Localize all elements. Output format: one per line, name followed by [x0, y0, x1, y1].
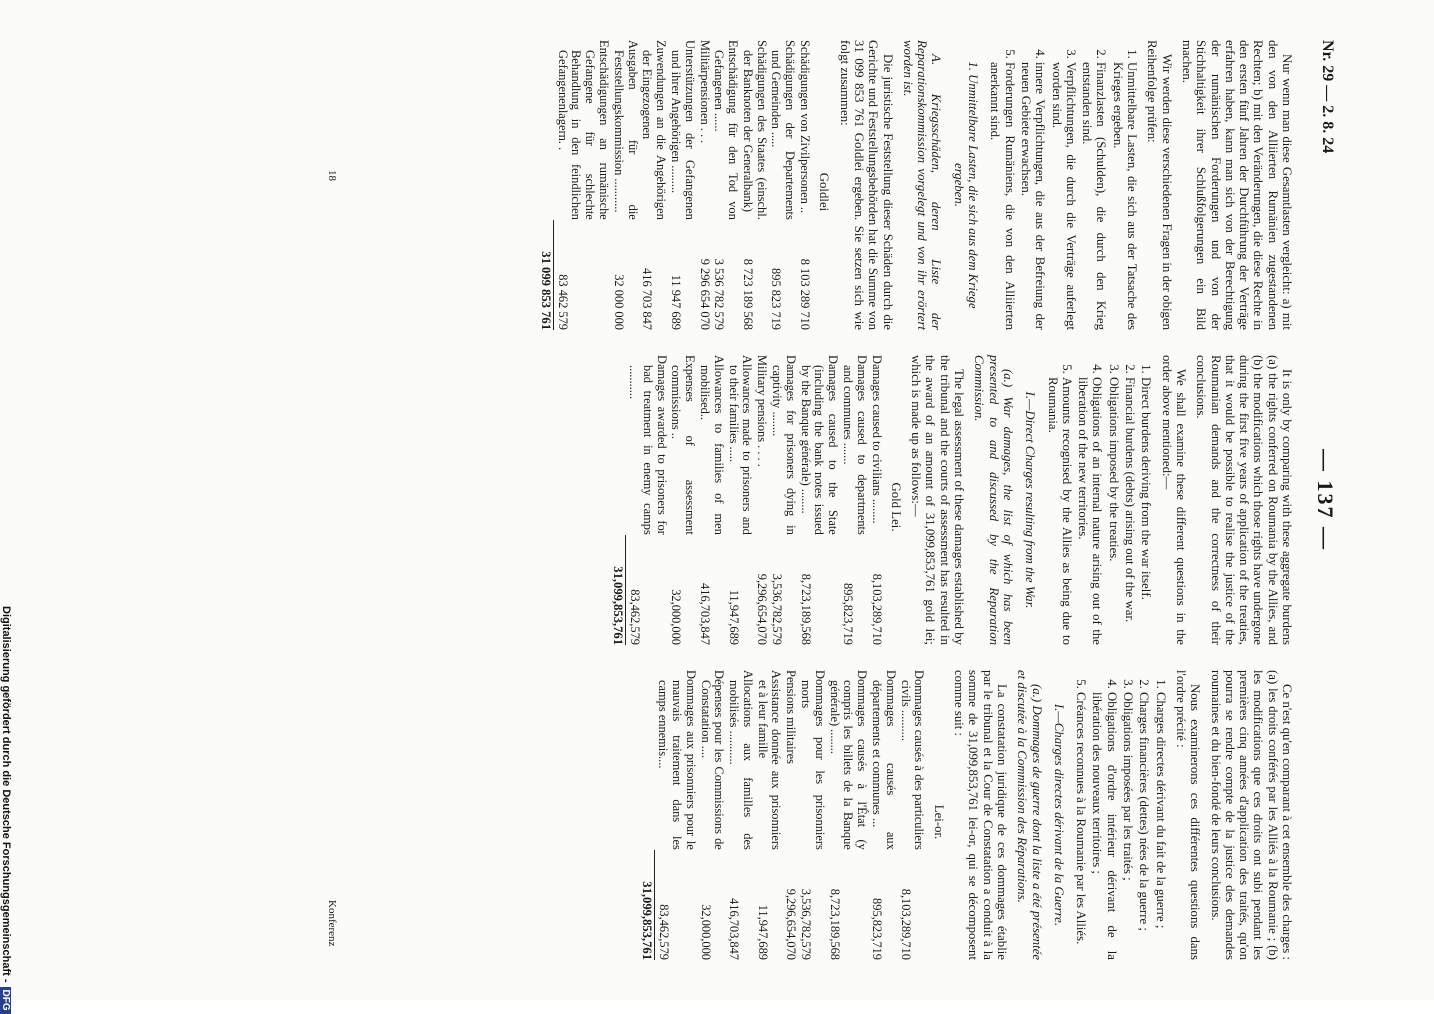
table-row	[696, 355, 725, 645]
french-column	[640, 670, 1294, 960]
table-row	[554, 40, 610, 330]
english-intro: It is only by comparing with these aggregate burdens (a) the rights conferred on Roumania by the Allies, and (b) the modifications which those rights have undergone during the first five years of application of the treaties, that it would be possible to realise the justice of the Roumanian demands and the correctness of their conclusions.	[1194, 355, 1294, 645]
french-assessment: La constatation juridique de ces dommages établie par le tribunal et la Cour de Constatation a conduit à la somme de 31,099,853,761 lei-or, qui se décomposent comme suit :	[952, 670, 1009, 960]
french-total: 31,099,853,761	[639, 881, 654, 960]
row-value: 32,000,000	[698, 904, 713, 960]
rotated-page	[80, 40, 1340, 960]
row-value: 8,723,189,568	[798, 573, 813, 645]
table-row	[768, 355, 797, 645]
english-damages-table	[625, 355, 883, 645]
row-value: 3 536 782 579	[712, 258, 727, 330]
row-value: 11,947,689	[755, 904, 770, 960]
table-row	[826, 670, 868, 960]
english-section-title: I.—Direct Charges resulting from the War.	[1023, 391, 1038, 609]
row-value: 32,000,000	[669, 589, 684, 645]
table-row	[796, 40, 811, 330]
table-row	[667, 40, 696, 330]
row-value: 895,823,719	[870, 898, 885, 960]
row-label: Damages caused to departments and communes .......	[840, 355, 869, 535]
digitization-footer	[0, 606, 12, 1011]
row-label: Unterstützungen der Gefangenen und ihrer Angehörigen .........	[668, 40, 697, 220]
table-row	[797, 355, 839, 645]
row-label: Dommages aux prisonniers pour le mauvais traitement dans les camps ennemis....	[656, 670, 698, 850]
row-value: 416,703,847	[727, 898, 742, 960]
row-label: Dommages causés à des particuliers civils ..........	[898, 670, 927, 850]
table-row	[711, 40, 740, 330]
row-label: Pensions militaires	[784, 670, 799, 764]
row-value: 416 703 847	[640, 268, 655, 330]
english-column	[610, 355, 1294, 645]
row-label: Schädigungen des Staates (einschl. der Banknoten der Generalbank)	[740, 40, 769, 220]
english-subsection: (a.) War damages, the list of which has been presented to and discussed by the Reparation Commission.	[972, 355, 1015, 645]
french-unit: Lei-or.	[931, 804, 946, 840]
french-list	[1074, 670, 1168, 960]
row-value: 8 723 189 568	[740, 258, 755, 330]
list-item: 4. Obligations d'ordre intérieur dérivant de la libération des nouveaux territoires ;	[1090, 692, 1119, 960]
french-section-title: I.—Charges directes dérivant de la Guerre.	[1051, 703, 1066, 927]
list-item: 2. Financial burdens (debts) arising out of the war.	[1123, 377, 1137, 645]
list-item: 5. Créances reconnues à la Roumanie par les Alliés.	[1074, 692, 1088, 960]
english-unit: Gold Lei.	[888, 482, 903, 532]
row-label: Dommages pour les prisonniers morts	[799, 670, 827, 850]
footer-text: Digitalisierung gefördert durch die Deutsche Forschungsgemeinschaft -	[0, 606, 12, 983]
german-damages-table	[553, 40, 811, 330]
row-label: Assistance donnée aux prisonniers et à leur famille	[755, 670, 784, 850]
list-item: 5. Amounts recognised by the Allies as being due to Roumania.	[1045, 377, 1074, 645]
row-value: 11 947 689	[668, 274, 683, 330]
table-row	[739, 40, 768, 330]
list-item: 2. Finanzlasten (Schulden), die durch den Krieg entstanden sind.	[1080, 62, 1109, 330]
issue-number: Nr. 29 — 2. 8. 24	[1319, 40, 1336, 154]
german-section-title: 1. Unmittelbare Lasten, die sich aus dem Kriege ergeben.	[951, 61, 981, 309]
dfg-logo: DFG	[0, 987, 11, 1014]
list-item: 2. Charges financières (dettes) nées de la guerre ;	[1137, 692, 1151, 960]
row-value: 83 462 579	[554, 220, 610, 330]
list-item: 3. Obligations imposed by the treaties.	[1106, 377, 1120, 645]
french-page-mark: Konferenz	[326, 900, 338, 947]
french-order: Nous examinerons ces différentes questions dans l'ordre précité :	[1173, 670, 1203, 960]
row-label: Damages caused to the State (including the bank notes issued by the Banque générale) ........	[798, 355, 841, 535]
row-value: 32 000 000	[611, 274, 626, 330]
table-row	[697, 670, 726, 960]
row-value: 8,103,289,710	[898, 888, 913, 960]
row-value: 3,536,782,579	[799, 888, 814, 960]
row-value: 3,536,782,579	[770, 573, 784, 645]
row-value: 9,296,654,070	[755, 573, 770, 645]
row-label: Expenses of assessment commissions ..	[669, 355, 698, 535]
list-item: 1. Unmittelbare Lasten, die sich aus der Tatsache des Krieges ergeben.	[1110, 62, 1139, 330]
table-row	[797, 670, 826, 960]
row-label: Entschädigung für den Tod von Gefangenen ......	[712, 40, 741, 220]
german-page-mark: 18	[326, 170, 338, 181]
german-list	[988, 40, 1139, 330]
row-label: Entschädigungen an rumänische Gefangene für schlechte Behandlung in den feindlichen Gefangenenlagern. .	[555, 40, 611, 220]
table-row	[696, 40, 711, 330]
row-value: 9,296,654,070	[784, 888, 799, 960]
row-label: Allowances to families of men mobilised..	[698, 355, 726, 535]
row-label: Zuwendungen an die Angehörigen der Eingezogenen	[640, 40, 669, 220]
row-label: Damages for prisoners dying in captivity ........	[770, 355, 798, 535]
english-list	[1045, 355, 1153, 645]
table-row	[897, 670, 926, 960]
page-header	[1304, 40, 1340, 960]
row-label: Allowances made to prisoners and to their families .....	[726, 355, 755, 535]
german-unit: Goldlei	[817, 172, 832, 212]
table-row	[639, 40, 668, 330]
list-item: 3. Verpflichtungen, die durch die Verträge auferlegt worden sind.	[1049, 62, 1078, 330]
row-value: 895,823,719	[840, 583, 855, 645]
page-number: — 137 —	[1313, 449, 1338, 551]
row-label: Damages awarded to prisoners for bad treatment in enemy camps ...........	[627, 355, 669, 535]
table-row	[725, 670, 754, 960]
list-item: 5. Forderungen Rumäniens, die von den Alliierten anerkannt sind.	[988, 62, 1017, 330]
list-item: 4. Obligations of an internal nature arising out of the liberation of the new territories.	[1076, 377, 1105, 645]
english-assessment: The legal assessment of these damages established by the tribunal and the courts of assessment has resulted in the award of an amount of 31,099,853,761 gold lei; which is made up as follows:—	[909, 355, 967, 645]
table-row	[625, 355, 667, 645]
list-item: 4. innere Verpflichtungen, die aus der Befreiung der neuen Gebiete erwachsen.	[1019, 62, 1048, 330]
row-value: 8,723,189,568	[827, 888, 842, 960]
row-value: 83,462,579	[654, 850, 696, 960]
row-value: 9 296 654 070	[697, 258, 712, 330]
table-row	[753, 355, 768, 645]
german-order: Wir werden diese verschiedenen Fragen in der obigen Reihenfolge prüfen:	[1145, 40, 1174, 330]
table-row	[668, 355, 697, 645]
row-value: 416,703,847	[698, 583, 713, 645]
table-row	[868, 670, 897, 960]
german-subsection: A. Kriegsschäden, deren Liste der Reparationskommission vorgelegt und von ihr erörtert worden ist.	[900, 40, 944, 330]
row-label: Military pensions . . . .	[755, 355, 770, 467]
row-label: Dépenses pour les Commissions de Constatation ....	[698, 670, 727, 850]
list-item: 1. Charges directes dérivant du fait de la guerre ;	[1153, 692, 1167, 960]
row-value: 83,462,579	[625, 535, 667, 645]
row-label: Militärpensionen . . .	[697, 40, 712, 144]
table-row	[725, 355, 754, 645]
row-label: Damages caused to civilians ........	[869, 355, 884, 524]
row-value: 895 823 719	[769, 268, 784, 330]
table-row	[768, 40, 797, 330]
german-column	[539, 40, 1294, 330]
german-total: 31 099 853 761	[539, 251, 554, 330]
row-label: Ausgaben für die Feststellungskommission ...........	[611, 40, 640, 220]
table-row	[610, 40, 639, 330]
german-intro: Nur wenn man diese Gesamtlasten vergleicht: a) mit den von den Alliierten Rumänien zugestandenen Rechten; b) mit den Veränderungen, die diese Rechte in den ersten fünf Jahren der Durchführung der Verträge erfahren haben, kann man sich von der Berechtigung der rumänischen Forderungen und von der Stichhaltigkeit ihrer Schlußfolgerungen ein Bild machen.	[1179, 40, 1294, 330]
table-row	[654, 670, 696, 960]
english-order: We shall examine these different questions in the order above mentioned:—	[1159, 355, 1188, 645]
english-total: 31,099,853,761	[610, 566, 625, 645]
row-value: 8 103 289 710	[798, 258, 813, 330]
row-label: Dommages causés à l'État (y compris les billets de la Banque générale) ........	[827, 670, 870, 850]
row-label: Schädigungen von Zivilpersonen ..	[798, 40, 813, 214]
german-assessment: Die juristische Feststellung dieser Schäden durch die Gerichte und Feststellungsbehörden hat die Summe von 31 099 853 761 Goldlei ergeben. Sie setzen sich wie folgt zusammen:	[837, 40, 895, 330]
row-value: 11,947,689	[726, 589, 741, 645]
french-subsection: (a.) Dommages de guerre dont la liste a été présentée et discutée à la Commission des Réparations.	[1015, 670, 1044, 960]
table-row	[839, 355, 868, 645]
list-item: 3. Obligations imposées par les traités ;	[1121, 692, 1135, 960]
table-row	[868, 355, 883, 645]
row-label: Schädigungen der Departements und Gemeinden .....	[769, 40, 798, 220]
french-damages-table	[654, 670, 926, 960]
row-value: 8,103,289,710	[869, 573, 884, 645]
table-row	[783, 670, 798, 960]
row-label: Allocations aux familles des mobilisés ...........	[727, 670, 755, 850]
row-label: Dommages causés aux départements et communes ...	[870, 670, 898, 850]
table-row	[754, 670, 783, 960]
french-intro: Ce n'est qu'en comparant à cet ensemble des charges : (a) les droits conférés par les Alliés à la Roumanie ; (b) les modifications que ces droits ont subi pendant les premières cinq années d'application des traités, qu'on pourra se rendre compte de la justice des demandes roumaines et du bien-fondé de leurs conclusions.	[1208, 670, 1294, 960]
list-item: 1. Direct burdens deriving from the war itself.	[1139, 377, 1153, 645]
